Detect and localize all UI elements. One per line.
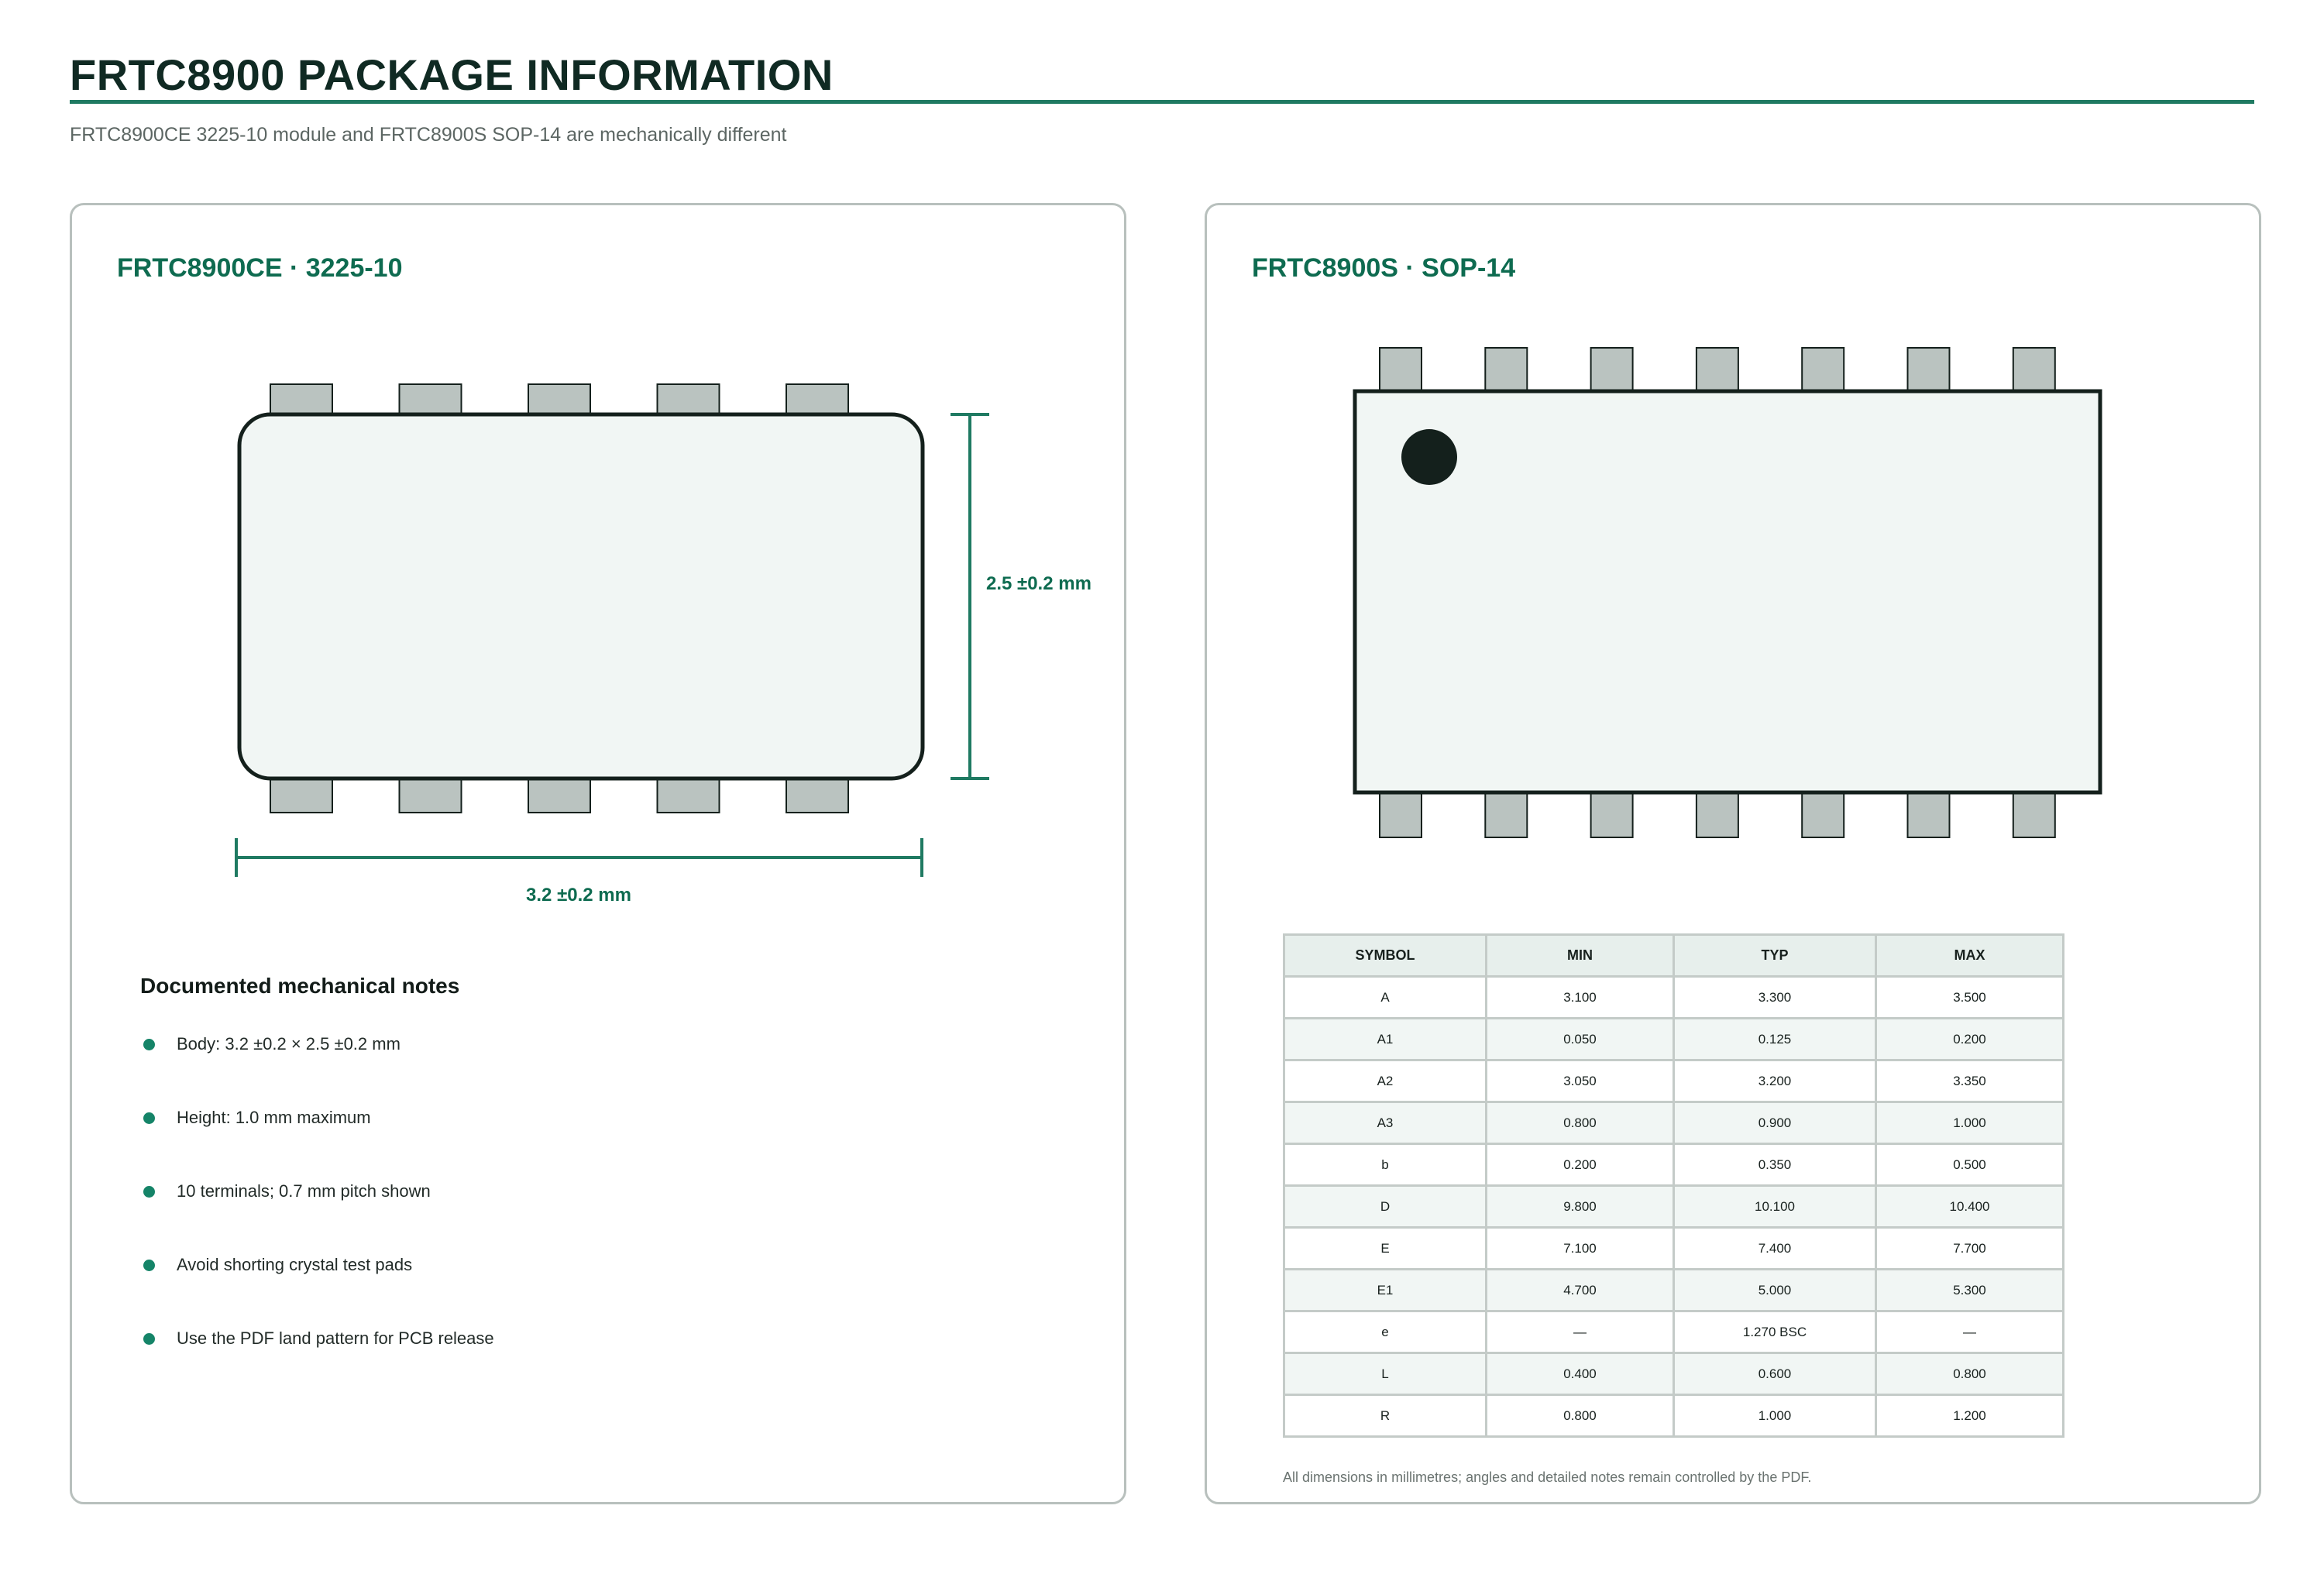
- value-cell: 9.800: [1487, 1186, 1674, 1228]
- pin: [1908, 789, 1950, 837]
- value-cell: 3.100: [1487, 977, 1674, 1019]
- note-text: Body: 3.2 ±0.2 × 2.5 ±0.2 mm: [177, 1034, 401, 1054]
- package-card-sop-14: [1205, 203, 2261, 1504]
- symbol-cell: E1: [1284, 1270, 1487, 1311]
- value-cell: 7.700: [1876, 1228, 2064, 1270]
- symbol-cell: A: [1284, 977, 1487, 1019]
- page-subtitle: FRTC8900CE 3225-10 module and FRTC8900S SOP-14 are mechanically different: [70, 124, 787, 146]
- title-divider: [70, 100, 2254, 104]
- value-cell: 0.900: [1674, 1102, 1876, 1144]
- package-body: [239, 414, 923, 779]
- value-cell: 3.300: [1674, 977, 1876, 1019]
- width-dimension-label: 3.2 ±0.2 mm: [526, 885, 631, 906]
- symbol-cell: e: [1284, 1311, 1487, 1353]
- value-cell: —: [1487, 1311, 1674, 1353]
- value-cell: 3.050: [1487, 1060, 1674, 1102]
- pin-1-marker-icon: [1401, 429, 1457, 485]
- value-cell: 0.050: [1487, 1019, 1674, 1060]
- table-footnote: All dimensions in millimetres; angles and detailed notes remain controlled by the PDF.: [1283, 1469, 1812, 1485]
- symbol-cell: A2: [1284, 1060, 1487, 1102]
- value-cell: 7.400: [1674, 1228, 1876, 1270]
- package-title-sop-14: FRTC8900S · SOP-14: [1252, 253, 1516, 283]
- note-item: [143, 1033, 494, 1106]
- value-cell: 3.200: [1674, 1060, 1876, 1102]
- value-cell: —: [1876, 1311, 2064, 1353]
- width-dimension-line: [236, 838, 922, 877]
- note-text: Use the PDF land pattern for PCB release: [177, 1328, 494, 1348]
- value-cell: 5.300: [1876, 1270, 2064, 1311]
- value-cell: 1.000: [1876, 1102, 2064, 1144]
- table-row: [1284, 977, 2064, 1019]
- pin: [1380, 789, 1422, 837]
- value-cell: 0.500: [1876, 1144, 2064, 1186]
- symbol-cell: A3: [1284, 1102, 1487, 1144]
- table-row: [1284, 1353, 2064, 1395]
- note-item: [143, 1253, 494, 1327]
- page-title: FRTC8900 PACKAGE INFORMATION: [70, 50, 834, 99]
- package-title-3225-10: FRTC8900CE · 3225-10: [117, 253, 403, 283]
- note-text: 10 terminals; 0.7 mm pitch shown: [177, 1181, 431, 1201]
- table-header-row: [1284, 935, 2064, 977]
- package-drawing-sop-14: [1207, 205, 2264, 902]
- notes-heading: Documented mechanical notes: [140, 974, 460, 998]
- value-cell: 5.000: [1674, 1270, 1876, 1311]
- value-cell: 1.270 BSC: [1674, 1311, 1876, 1353]
- value-cell: 10.400: [1876, 1186, 2064, 1228]
- dimensions-table: [1283, 933, 2064, 1438]
- bullet-icon: [143, 1039, 155, 1050]
- pin: [1485, 789, 1527, 837]
- column-header: TYP: [1674, 935, 1876, 977]
- height-dimension-label: 2.5 ±0.2 mm: [986, 573, 1092, 594]
- table-row: [1284, 1102, 2064, 1144]
- value-cell: 0.600: [1674, 1353, 1876, 1395]
- column-header: SYMBOL: [1284, 935, 1487, 977]
- note-text: Height: 1.0 mm maximum: [177, 1108, 371, 1127]
- note-item: [143, 1327, 494, 1401]
- table-row: [1284, 1395, 2064, 1437]
- value-cell: 4.700: [1487, 1270, 1674, 1311]
- package-card-3225-10: [70, 203, 1126, 1504]
- symbol-cell: E: [1284, 1228, 1487, 1270]
- bullet-icon: [143, 1186, 155, 1198]
- package-drawing-3225-10: [72, 205, 1129, 980]
- value-cell: 3.350: [1876, 1060, 2064, 1102]
- table-row: [1284, 1186, 2064, 1228]
- pin: [1697, 789, 1738, 837]
- note-item: [143, 1106, 494, 1180]
- bullet-icon: [143, 1112, 155, 1124]
- table-row: [1284, 1270, 2064, 1311]
- pin: [2013, 789, 2055, 837]
- package-body: [1355, 391, 2100, 792]
- value-cell: 0.125: [1674, 1019, 1876, 1060]
- value-cell: 0.800: [1487, 1102, 1674, 1144]
- pin-row-bottom: [1380, 789, 2055, 837]
- pin: [1802, 789, 1844, 837]
- note-text: Avoid shorting crystal test pads: [177, 1255, 413, 1274]
- bullet-icon: [143, 1260, 155, 1271]
- column-header: MIN: [1487, 935, 1674, 977]
- value-cell: 0.350: [1674, 1144, 1876, 1186]
- value-cell: 0.200: [1487, 1144, 1674, 1186]
- table-row: [1284, 1228, 2064, 1270]
- table-row: [1284, 1060, 2064, 1102]
- symbol-cell: A1: [1284, 1019, 1487, 1060]
- symbol-cell: L: [1284, 1353, 1487, 1395]
- value-cell: 0.800: [1876, 1353, 2064, 1395]
- value-cell: 0.400: [1487, 1353, 1674, 1395]
- column-header: MAX: [1876, 935, 2064, 977]
- table-row: [1284, 1019, 2064, 1060]
- symbol-cell: b: [1284, 1144, 1487, 1186]
- table-row: [1284, 1144, 2064, 1186]
- table-row: [1284, 1311, 2064, 1353]
- value-cell: 3.500: [1876, 977, 2064, 1019]
- value-cell: 10.100: [1674, 1186, 1876, 1228]
- symbol-cell: D: [1284, 1186, 1487, 1228]
- symbol-cell: R: [1284, 1395, 1487, 1437]
- value-cell: 1.200: [1876, 1395, 2064, 1437]
- pin: [1591, 789, 1633, 837]
- bullet-icon: [143, 1333, 155, 1345]
- mechanical-notes-list: [143, 1033, 494, 1401]
- value-cell: 0.200: [1876, 1019, 2064, 1060]
- value-cell: 1.000: [1674, 1395, 1876, 1437]
- value-cell: 0.800: [1487, 1395, 1674, 1437]
- value-cell: 7.100: [1487, 1228, 1674, 1270]
- note-item: [143, 1180, 494, 1253]
- height-dimension-line: [951, 414, 989, 779]
